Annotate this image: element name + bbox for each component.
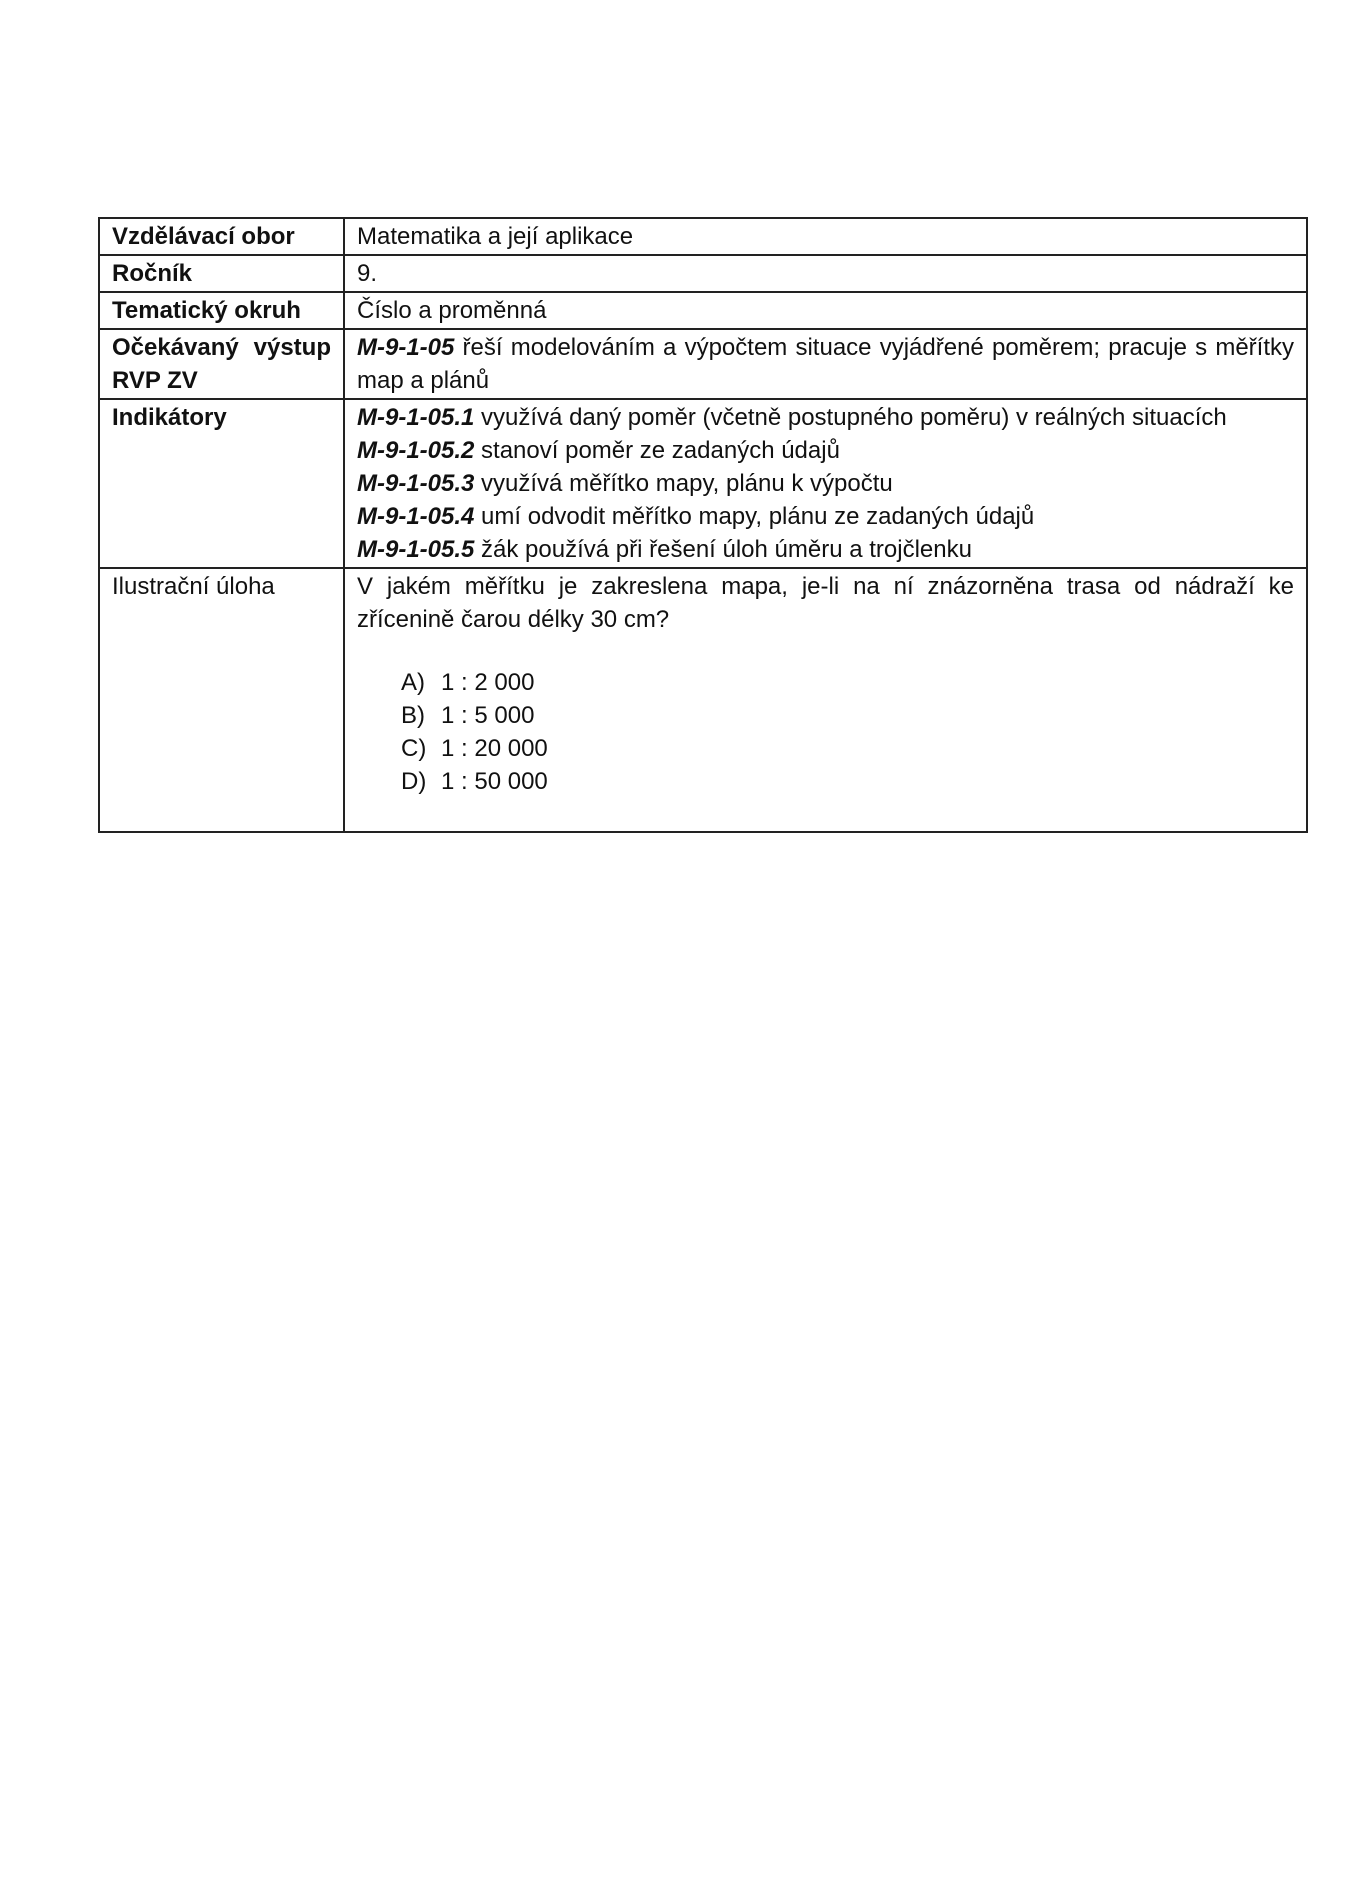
row-label-obor: Vzdělávací obor xyxy=(99,218,344,255)
option-letter: C) xyxy=(401,735,427,762)
indicator-code: M-9-1-05.3 xyxy=(357,470,475,497)
curriculum-table xyxy=(98,217,1308,833)
table-row xyxy=(99,292,1307,329)
option-letter: D) xyxy=(401,768,427,795)
indicator-code: M-9-1-05.1 xyxy=(357,404,475,431)
table-row xyxy=(99,329,1307,399)
row-label-indikatory: Indikátory xyxy=(99,399,344,568)
indicator-text: stanoví poměr ze zadaných údajů xyxy=(474,437,840,464)
indicator-item xyxy=(357,533,1294,566)
indicator-text: žák používá při řešení úloh úměru a trojčlenku xyxy=(474,536,972,563)
indicator-text: umí odvodit měřítko mapy, plánu ze zadaných údajů xyxy=(474,503,1035,530)
answer-options xyxy=(357,666,1294,798)
row-value-obor: Matematika a její aplikace xyxy=(344,218,1307,255)
outcome-code: M-9-1-05 xyxy=(357,334,455,361)
table-row xyxy=(99,399,1307,568)
option-text: 1 : 5 000 xyxy=(441,702,535,729)
row-value-indikatory xyxy=(344,399,1307,568)
row-label-okruh: Tematický okruh xyxy=(99,292,344,329)
table-row xyxy=(99,255,1307,292)
option-letter: A) xyxy=(401,669,425,696)
table-row xyxy=(99,218,1307,255)
row-value-rocnik: 9. xyxy=(344,255,1307,292)
row-value-vystup xyxy=(344,329,1307,399)
indicator-item xyxy=(357,401,1294,434)
table-row xyxy=(99,568,1307,832)
indicator-item xyxy=(357,467,1294,500)
answer-option xyxy=(401,732,1294,765)
option-text: 1 : 20 000 xyxy=(441,735,548,762)
row-label-rocnik: Ročník xyxy=(99,255,344,292)
answer-option xyxy=(401,666,1294,699)
indicator-text: využívá daný poměr (včetně postupného poměru) v reálných situacích xyxy=(474,404,1227,431)
indicator-code: M-9-1-05.5 xyxy=(357,536,475,563)
outcome-text: řeší modelováním a výpočtem situace vyjádřené poměrem; pracuje s měřítky map a plánů xyxy=(357,334,1294,394)
indicator-text: využívá měřítko mapy, plánu k výpočtu xyxy=(474,470,893,497)
option-text: 1 : 2 000 xyxy=(441,669,535,696)
row-label-vystup: Očekávaný výstup RVP ZV xyxy=(99,329,344,399)
option-text: 1 : 50 000 xyxy=(441,768,548,795)
indicator-code: M-9-1-05.4 xyxy=(357,503,475,530)
indicator-code: M-9-1-05.2 xyxy=(357,437,475,464)
indicator-item xyxy=(357,500,1294,533)
answer-option xyxy=(401,765,1294,798)
row-value-okruh: Číslo a proměnná xyxy=(344,292,1307,329)
row-label-uloha: Ilustrační úloha xyxy=(99,568,344,832)
answer-option xyxy=(401,699,1294,732)
row-value-uloha xyxy=(344,568,1307,832)
task-question: V jakém měřítku je zakreslena mapa, je-li na ní znázorněna trasa od nádraží ke zřícenině čarou délky 30 cm? xyxy=(357,573,1294,633)
indicator-item xyxy=(357,434,1294,467)
option-letter: B) xyxy=(401,702,425,729)
